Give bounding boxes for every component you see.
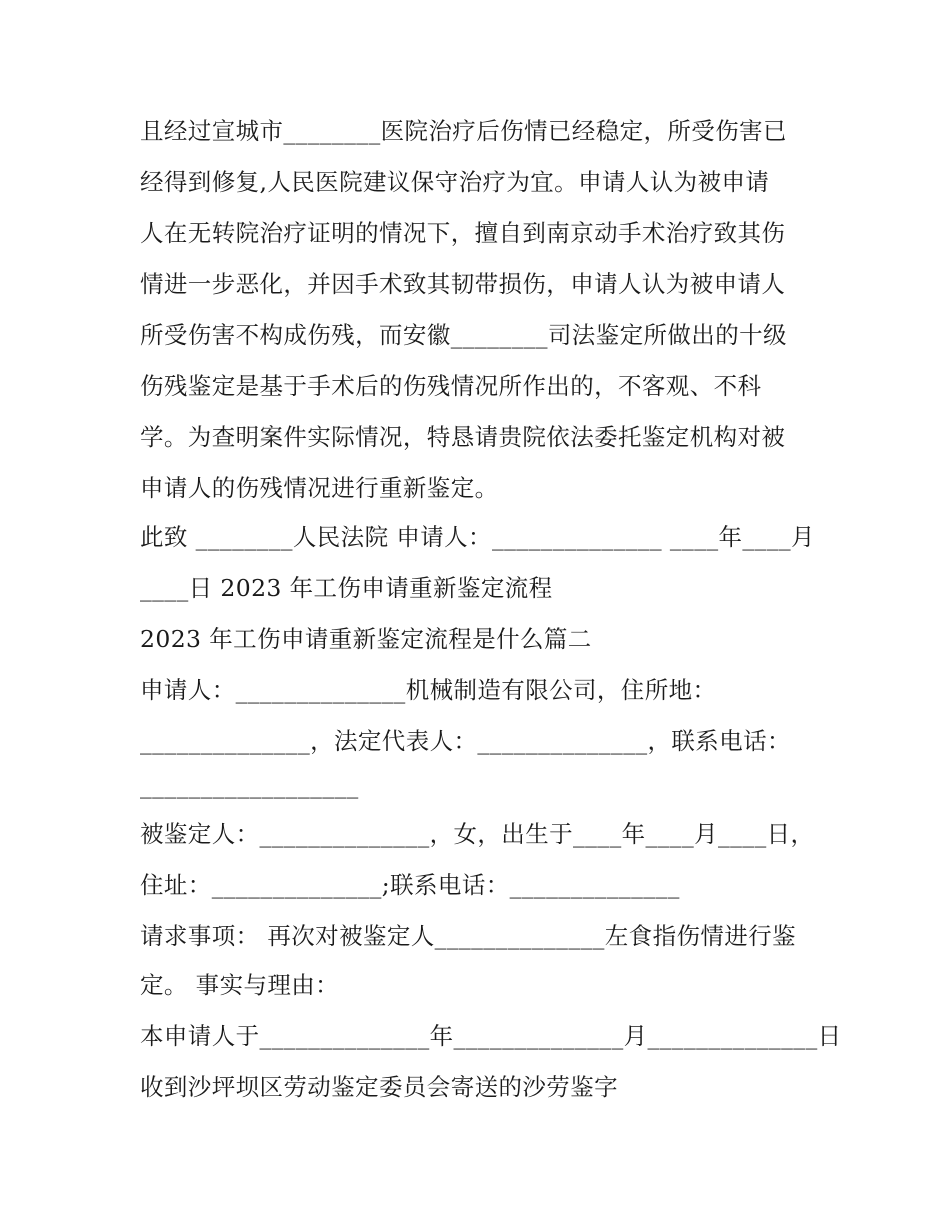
paragraph-line: 人在无转院治疗证明的情况下，擅自到南京动手术治疗致其伤 [140,219,786,247]
date-line: 本申请人于______________年______________月______________日 [140,1022,842,1050]
request-line: 请求事项： 再次对被鉴定人______________左食指伤情进行鉴 [140,922,796,950]
applicant-details-line: ______________，法定代表人：______________，联系电话： [140,727,791,755]
paragraph-line: 学。为查明案件实际情况，特恳请贵院依法委托鉴定机构对被 [140,423,786,451]
salutation-line: 此致 ________人民法院 申请人：______________ ____年____月 [140,523,815,551]
applicant-line: 申请人：______________机械制造有限公司，住所地： [140,676,717,704]
appraised-person-line: 被鉴定人：______________，女，出生于____年____月____日， [140,820,815,848]
paragraph-line: 情进一步恶化，并因手术致其韧带损伤，申请人认为被申请人 [140,270,786,298]
paragraph-line: 伤残鉴定是基于手术后的伤残情况所作出的，不客观、不科 [140,372,762,400]
title-line: ____日 2023 年工伤申请重新鉴定流程 [140,574,553,602]
section-heading: 2023 年工伤申请重新鉴定流程是什么篇二 [140,625,592,653]
paragraph-line: 收到沙坪坝区劳动鉴定委员会寄送的沙劳鉴字 [140,1073,618,1101]
phone-blank-line: __________________ [140,771,359,799]
facts-heading-line: 定。 事实与理由： [140,971,340,999]
paragraph-line: 申请人的伤残情况进行重新鉴定。 [140,474,499,502]
paragraph-line: 所受伤害不构成伤残，而安徽________司法鉴定所做出的十级 [140,321,787,349]
address-line: 住址：______________;联系电话：______________ [140,871,680,899]
paragraph-line: 且经过宣城市________医院治疗后伤情已经稳定，所受伤害已 [140,117,787,145]
paragraph-line: 经得到修复,人民医院建议保守治疗为宜。申请人认为被申请 [140,168,770,196]
